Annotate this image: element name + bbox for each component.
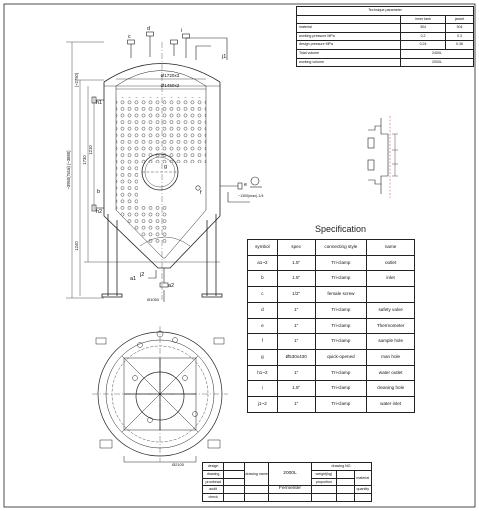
tech-cell: 2000L (401, 58, 474, 67)
spec-cell: f (248, 334, 278, 350)
detail-view (368, 116, 398, 198)
title-block-product-name: 2000L (268, 463, 311, 486)
tech-col-header (297, 15, 401, 24)
spec-cell: i (248, 381, 278, 397)
spec-cell: 1/2" (277, 287, 315, 303)
table-row (248, 302, 415, 318)
spec-cell: 1" (277, 318, 315, 334)
callout-i: i (181, 28, 183, 34)
spec-cell: 1" (277, 365, 315, 381)
table-row (248, 365, 415, 381)
title-block-label: quantity (354, 486, 372, 494)
callout-c: c (128, 34, 131, 40)
spec-cell: safety valve (367, 302, 415, 318)
spec-cell: water inlet (367, 397, 415, 413)
spec-cell: Tri-clamp (315, 365, 367, 381)
tech-cell: 304 (401, 24, 446, 33)
tech-cell: material (297, 24, 401, 33)
spec-cell: b (248, 271, 278, 287)
dim-label-plan: Ø2100 (172, 462, 185, 467)
dim-label-cone: 1210 (88, 145, 93, 155)
spec-header-symbol: symbol (248, 240, 278, 256)
jacket-dimples-upper (116, 97, 206, 163)
dim-label-manhole: ~1300(max)-1/4 (238, 194, 264, 198)
jacket-dimples-side (116, 163, 138, 205)
table-row (248, 287, 415, 303)
tech-cell: 2400L (401, 49, 474, 58)
tech-cell: 0.36 (446, 41, 474, 50)
tech-col-header: jacket (446, 15, 474, 24)
table-row (248, 255, 415, 271)
spec-cell: Ø530x430 (277, 349, 315, 365)
spec-cell: 1" (277, 302, 315, 318)
title-block-label: audit (203, 486, 224, 494)
spec-cell: water outlet (367, 365, 415, 381)
specification-title: Specification (315, 224, 367, 234)
tech-cell: 0.24 (401, 41, 446, 50)
tech-cell: Total volume (297, 49, 401, 58)
spec-cell: d (248, 302, 278, 318)
callout-f: f (200, 190, 202, 196)
spec-cell: Tri-clamp (315, 318, 367, 334)
spec-cell: sample hole (367, 334, 415, 350)
spec-cell: g (248, 349, 278, 365)
tech-cell: working pressure MPa (297, 32, 401, 41)
table-row (248, 318, 415, 334)
title-block-label: drawing (203, 470, 224, 478)
spec-cell: quick-opened (315, 349, 367, 365)
callout-d: d (147, 26, 151, 32)
dim-label-body-height: 1730 (82, 155, 87, 165)
title-block-label: drawing name (245, 463, 269, 486)
spec-cell: Tri-clamp (315, 271, 367, 287)
spec-header-spec: spec (277, 240, 315, 256)
spec-cell: 1.5" (277, 271, 315, 287)
table-row (248, 397, 415, 413)
title-block-label: proofread (203, 478, 224, 486)
spec-cell: e (248, 318, 278, 334)
spec-cell: j1~2 (248, 397, 278, 413)
spec-header-name: name (367, 240, 415, 256)
spec-cell: 1.5" (277, 255, 315, 271)
top-fittings (128, 32, 228, 60)
callout-h2: h2 (96, 209, 103, 215)
spec-cell: Tri-clamp (315, 381, 367, 397)
title-block-label: drawing NO. (312, 463, 372, 471)
spec-cell: 1" (277, 397, 315, 413)
tech-col-header: inner tank (401, 15, 446, 24)
spec-cell: inlet (367, 271, 415, 287)
table-row (248, 271, 415, 287)
spec-cell: Tri-clamp (315, 255, 367, 271)
callout-a2: a2 (168, 283, 175, 289)
dim-label-d1: Ø1720x3 (160, 73, 180, 78)
dim-label-upper-height: (~2750) (74, 72, 79, 88)
table-row (297, 32, 474, 41)
dim-label-d2: Ø1450x2 (160, 83, 180, 88)
dim-label-total-height: ~3950(Total) (~3880) (66, 150, 71, 190)
title-block (202, 462, 372, 502)
spec-cell: Thermometer (367, 318, 415, 334)
tech-cell: design pressure MPa (297, 41, 401, 50)
jacket-dimples-lower (116, 205, 168, 245)
technique-parameter-table (296, 6, 474, 67)
table-row (248, 381, 415, 397)
callout-b: b (97, 189, 101, 195)
title-block-label: design (203, 463, 224, 471)
plan-view (92, 326, 228, 462)
callout-j1: j1 (222, 54, 227, 60)
title-block-label: material (354, 470, 372, 486)
tech-cell: working volume (297, 58, 401, 67)
spec-cell (367, 287, 415, 303)
table-row (248, 349, 415, 365)
table-row (297, 58, 474, 67)
title-block-label: weight(kg) (312, 470, 337, 478)
title-block-label: check (203, 494, 224, 502)
callout-a1: a1 (130, 276, 137, 282)
tech-cell: 304 (446, 24, 474, 33)
spec-cell: a1~2 (248, 255, 278, 271)
spec-cell: Tri-clamp (315, 397, 367, 413)
spec-cell: 1.5" (277, 381, 315, 397)
spec-cell: man hole (367, 349, 415, 365)
specification-table (247, 239, 415, 413)
spec-header-connecting-style: connecting style (315, 240, 367, 256)
spec-cell: Tri-clamp (315, 334, 367, 350)
spec-cell: h1~2 (248, 365, 278, 381)
callout-e: e (244, 182, 248, 188)
tech-cell: 0.2 (401, 32, 446, 41)
callout-j2: j2 (140, 272, 145, 278)
spec-cell: 1" (277, 334, 315, 350)
callout-g: g (164, 164, 168, 170)
spec-cell: outlet (367, 255, 415, 271)
table-row (297, 24, 474, 33)
table-row (297, 41, 474, 50)
spec-cell: female screw (315, 287, 367, 303)
technique-table-title: Technique parameter (297, 7, 474, 16)
table-row (297, 49, 474, 58)
title-block-label: proportion (312, 478, 337, 486)
spec-cell: Tri-clamp (315, 302, 367, 318)
dim-label-lower-height: 1240 (74, 241, 79, 251)
dim-label-base: Ø1050 (147, 297, 160, 302)
title-block-product-type: Fermenter (268, 486, 311, 494)
spec-cell: cleaning hole (367, 381, 415, 397)
callout-h1: h1 (96, 100, 103, 106)
table-row (248, 334, 415, 350)
spec-cell: c (248, 287, 278, 303)
tech-cell: 0.3 (446, 32, 474, 41)
